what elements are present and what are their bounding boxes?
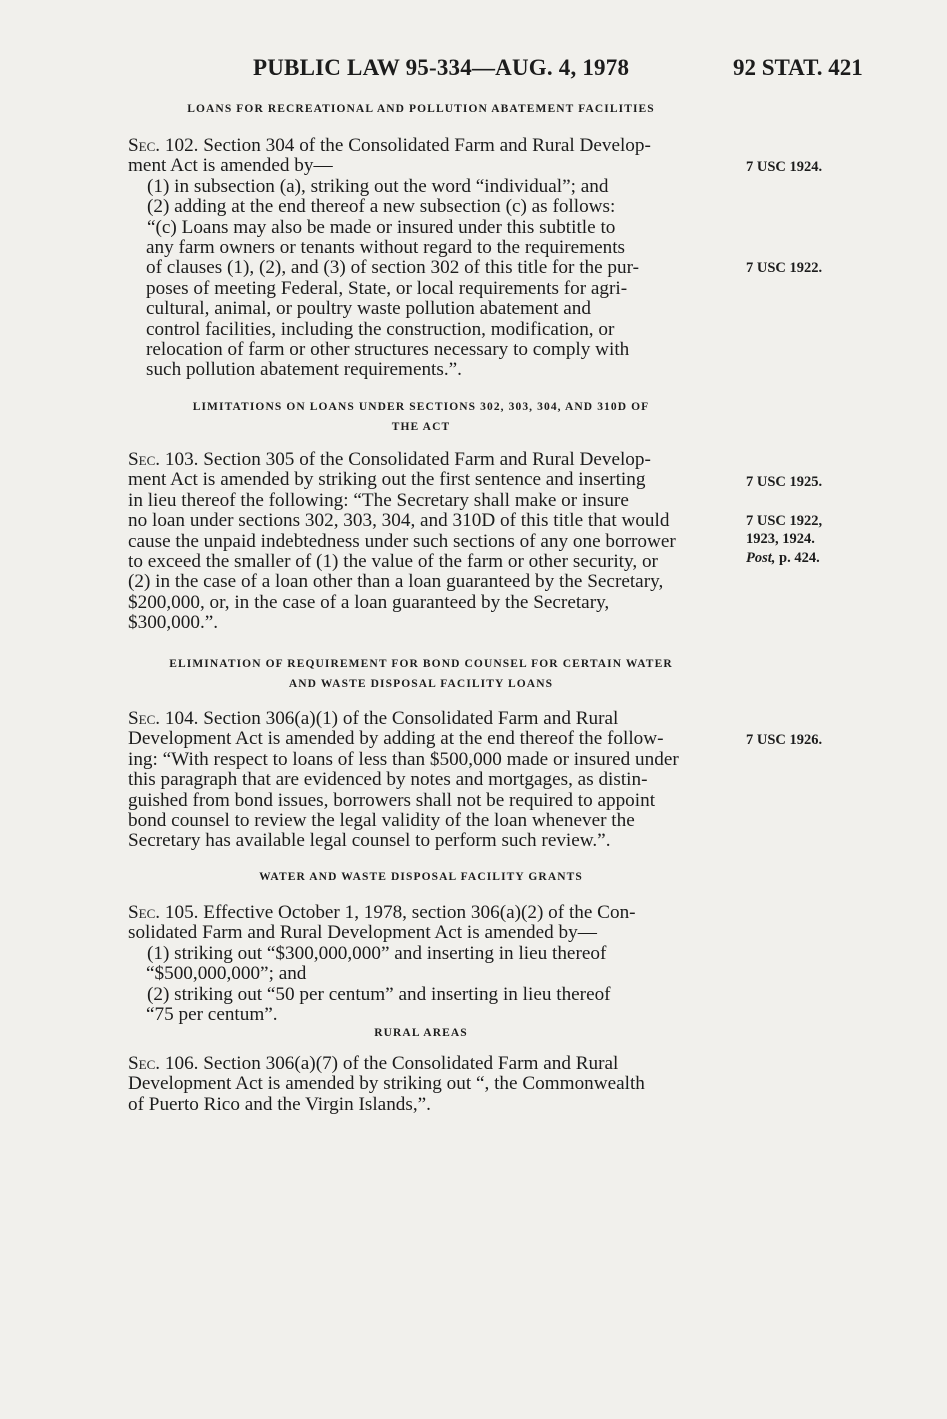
heading-line: LIMITATIONS ON LOANS UNDER SECTIONS 302, 303, 304, AND 310D OF xyxy=(192,401,650,413)
text-line: $300,000.”. xyxy=(128,612,219,634)
text-line: to exceed the smaller of (1) the value of the farm or other security, or xyxy=(128,551,658,573)
margin-citation: 7 USC 1922, xyxy=(746,513,823,529)
text-line: Secretary has available legal counsel to perform such review.”. xyxy=(128,830,611,852)
margin-citation-post: Post, p. 424. xyxy=(746,550,820,566)
text-line: cultural, animal, or poultry waste pollution abatement and xyxy=(146,298,591,320)
section-104-heading xyxy=(105,654,737,694)
text-line: of clauses (1), (2), and (3) of section 302 of this title for the pur- xyxy=(146,257,640,279)
text-line: this paragraph that are evidenced by notes and mortgages, as distin- xyxy=(128,769,648,791)
text-line: (1) in subsection (a), striking out the word “individual”; and xyxy=(147,175,609,197)
text-line: “(c) Loans may also be made or insured under this subtitle to xyxy=(147,216,616,238)
text-line: (2) adding at the end thereof a new subsection (c) as follows: xyxy=(147,196,616,218)
sec-label: Sec. xyxy=(128,135,161,156)
text-line: bond counsel to review the legal validity of the loan whenever the xyxy=(128,810,635,832)
text-line: in lieu thereof the following: “The Secretary shall make or insure xyxy=(128,489,629,511)
section-106-body xyxy=(128,1054,732,1115)
text-line: 103. Section 305 of the Consolidated Farm and Rural Develop- xyxy=(160,449,651,470)
section-105-body xyxy=(128,903,732,1025)
page-header-title: PUBLIC LAW 95-334—AUG. 4, 1978 xyxy=(253,55,630,80)
text-line: $200,000, or, in the case of a loan guaranteed by the Secretary, xyxy=(128,591,610,613)
sec-label: Sec. xyxy=(128,449,161,470)
text-line: (2) striking out “50 per centum” and inserting in lieu thereof xyxy=(147,983,611,1005)
section-103-body xyxy=(128,450,732,634)
margin-citation: 1923, 1924. xyxy=(746,531,815,547)
margin-citation: 7 USC 1926. xyxy=(746,732,823,748)
text-line: guished from bond issues, borrowers shall not be required to appoint xyxy=(128,789,656,811)
heading-line: THE ACT xyxy=(391,421,451,433)
margin-citation: 7 USC 1922. xyxy=(746,260,823,276)
section-102-heading: LOANS FOR RECREATIONAL AND POLLUTION ABATEMENT FACILITIES xyxy=(187,103,655,115)
text-line: (1) striking out “$300,000,000” and inserting in lieu thereof xyxy=(147,942,607,964)
text-line: no loan under sections 302, 303, 304, and 310D of this title that would xyxy=(128,510,670,532)
text-line: ment Act is amended by striking out the first sentence and inserting xyxy=(128,469,646,491)
text-line: such pollution abatement requirements.”. xyxy=(146,359,462,381)
heading-line: ELIMINATION OF REQUIREMENT FOR BOND COUNSEL FOR CERTAIN WATER xyxy=(169,658,673,670)
text-line: of Puerto Rico and the Virgin Islands,”. xyxy=(128,1093,431,1115)
text-line: poses of meeting Federal, State, or local requirements for agri- xyxy=(146,277,628,299)
text-line: any farm owners or tenants without regard to the requirements xyxy=(146,237,626,259)
sec-label: Sec. xyxy=(128,902,161,923)
sec-label: Sec. xyxy=(128,708,161,729)
text-line: ing: “With respect to loans of less than $500,000 made or insured under xyxy=(128,748,679,770)
section-106-heading: RURAL AREAS xyxy=(374,1027,468,1039)
heading-line: AND WASTE DISPOSAL FACILITY LOANS xyxy=(288,678,554,690)
text-line: 102. Section 304 of the Consolidated Farm and Rural Develop- xyxy=(160,135,651,156)
text-line: solidated Farm and Rural Development Act is amended by— xyxy=(128,922,597,944)
section-104-body xyxy=(128,709,732,852)
section-102-body xyxy=(128,136,732,381)
text-line: cause the unpaid indebtedness under such sections of any one borrower xyxy=(128,530,676,552)
text-line: “$500,000,000”; and xyxy=(146,963,307,985)
section-103-heading xyxy=(105,397,737,437)
text-line: Development Act is amended by striking out “, the Commonwealth xyxy=(128,1073,645,1095)
text-line: 104. Section 306(a)(1) of the Consolidated Farm and Rural xyxy=(160,708,619,729)
margin-citation: 7 USC 1925. xyxy=(746,474,823,490)
text-line: Development Act is amended by adding at the end thereof the follow- xyxy=(128,728,664,750)
text-line: 105. Effective October 1, 1978, section 306(a)(2) of the Con- xyxy=(160,902,636,923)
page-header-stat: 92 STAT. 421 xyxy=(733,55,863,80)
section-105-heading: WATER AND WASTE DISPOSAL FACILITY GRANTS xyxy=(259,871,583,883)
text-line: 106. Section 306(a)(7) of the Consolidated Farm and Rural xyxy=(160,1053,619,1074)
text-line: relocation of farm or other structures necessary to comply with xyxy=(146,339,630,361)
text-line: ment Act is amended by— xyxy=(128,155,333,177)
sec-label: Sec. xyxy=(128,1053,161,1074)
text-line: (2) in the case of a loan other than a loan guaranteed by the Secretary, xyxy=(128,571,664,593)
margin-citation: 7 USC 1924. xyxy=(746,159,823,175)
text-line: control facilities, including the construction, modification, or xyxy=(146,318,615,340)
text-line: “75 per centum”. xyxy=(146,1004,278,1026)
